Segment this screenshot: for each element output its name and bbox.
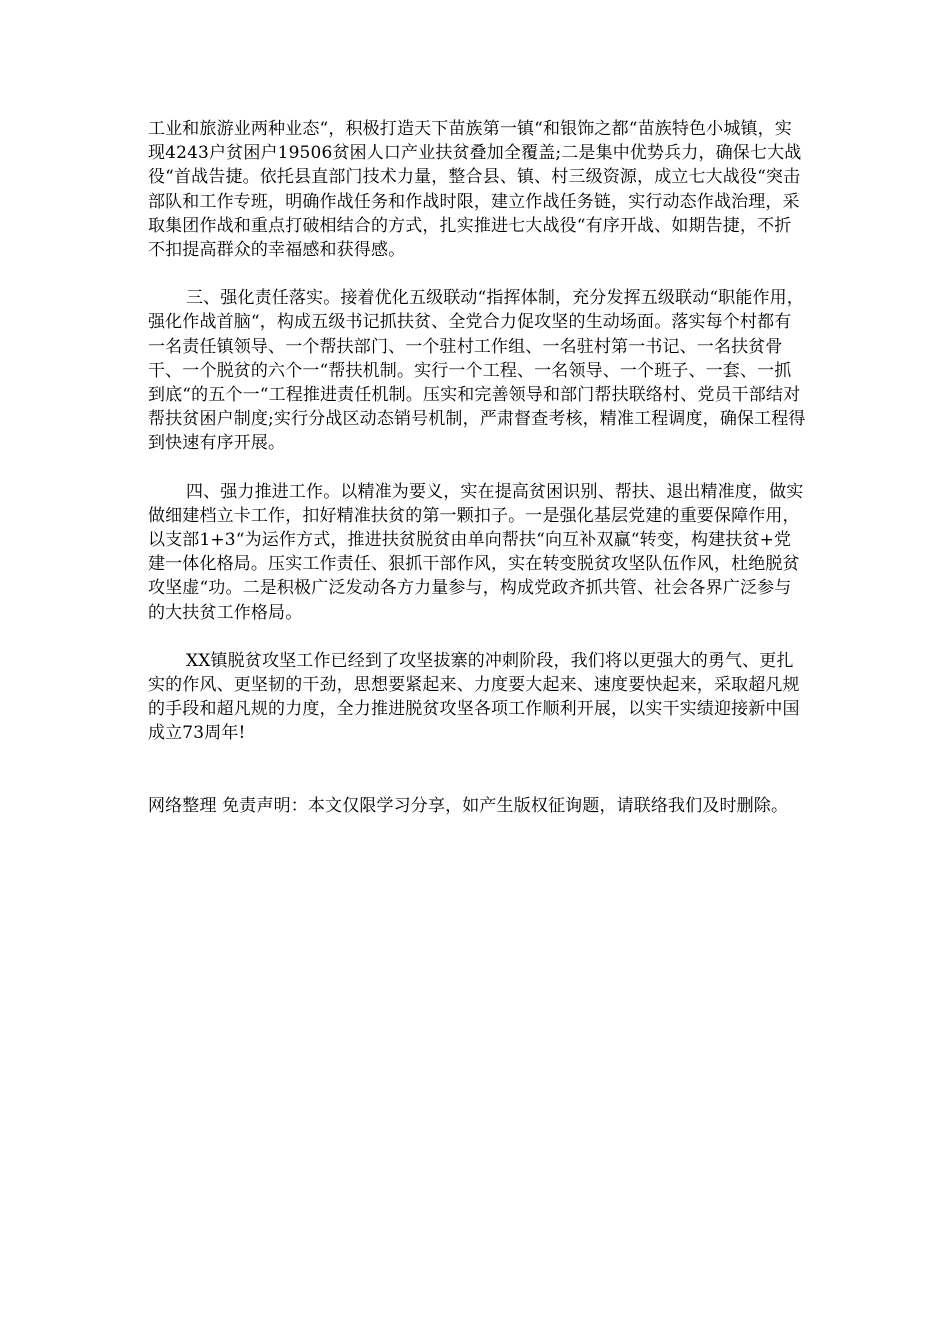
- paragraph-section-four: 四、强力推进工作。以精准为要义，实在提高贫困识别、帮扶、退出精准度，做实做细建档立卡工作，扣好精准扶贫的第一颗扣子。一是强化基层党建的重要保障作用，以支部1+3“为运作方式，推进扶贫脱贫由单向帮扶“向互补双赢“转变，构建扶贫+党建一体化格局。压实工作责任、狠抓干部作风，实在转变脱贫攻坚队伍作风，杜绝脱贫攻坚虚“功。二是积极广泛发动各方力量参与，构成党政齐抓共管、社会各界广泛参与的大扶贫工作格局。: [148, 481, 804, 623]
- paragraph-conclusion: XX镇脱贫攻坚工作已经到了攻坚拔寨的冲刺阶段，我们将以更强大的勇气、更扎实的作风、更坚韧的干劲，思想要紧起来、力度要大起来、速度要快起来，采取超凡规的手段和超凡规的力度，全力推进脱贫攻坚各项工作顺利开展，以实干实绩迎接新中国成立73周年!: [148, 650, 800, 744]
- document-body: [148, 117, 808, 818]
- disclaimer-text: 网络整理 免责声明：本文仅限学习分享，如产生版权征询题，请联络我们及时删除。: [148, 795, 789, 816]
- paragraph-spacer: [148, 746, 808, 794]
- paragraph-continuation: 工业和旅游业两种业态“，积极打造天下苗族第一镇“和银饰之都“苗族特色小城镇，实现4243户贫困户19506贫困人口产业扶贫叠加全覆盖;二是集中优势兵力，确保七大战役“首战告捷。依托县直部门技术力量，整合县、镇、村三级资源，成立七大战役“突击部队和工作专班，明确作战任务和作战时限，建立作战任务链，实行动态作战治理，采取集团作战和重点打破相结合的方式，扎实推进七大战役“有序开战、如期告捷，不折不扣提高群众的幸福感和获得感。: [148, 119, 802, 261]
- paragraph-spacer: [148, 456, 808, 480]
- paragraph-section-three: 三、强化责任落实。接着优化五级联动“指挥体制，充分发挥五级联动“职能作用，强化作战首脑“，构成五级书记抓扶贫、全党合力促攻坚的生动场面。落实每个村都有一名责任镇领导、一个帮扶部门、一个驻村工作组、一名驻村第一书记、一名扶贫骨干、一个脱贫的六个一“帮扶机制。实行一个工程、一名领导、一个班子、一套、一抓到底“的五个一“工程推进责任机制。压实和完善领导和部门帮扶联络村、党员干部结对帮扶贫困户制度;实行分战区动态销号机制，严肃督查考核，精准工程调度，确保工程得到快速有序开展。: [148, 288, 806, 454]
- paragraph-spacer: [148, 262, 808, 286]
- paragraph-spacer: [148, 625, 808, 649]
